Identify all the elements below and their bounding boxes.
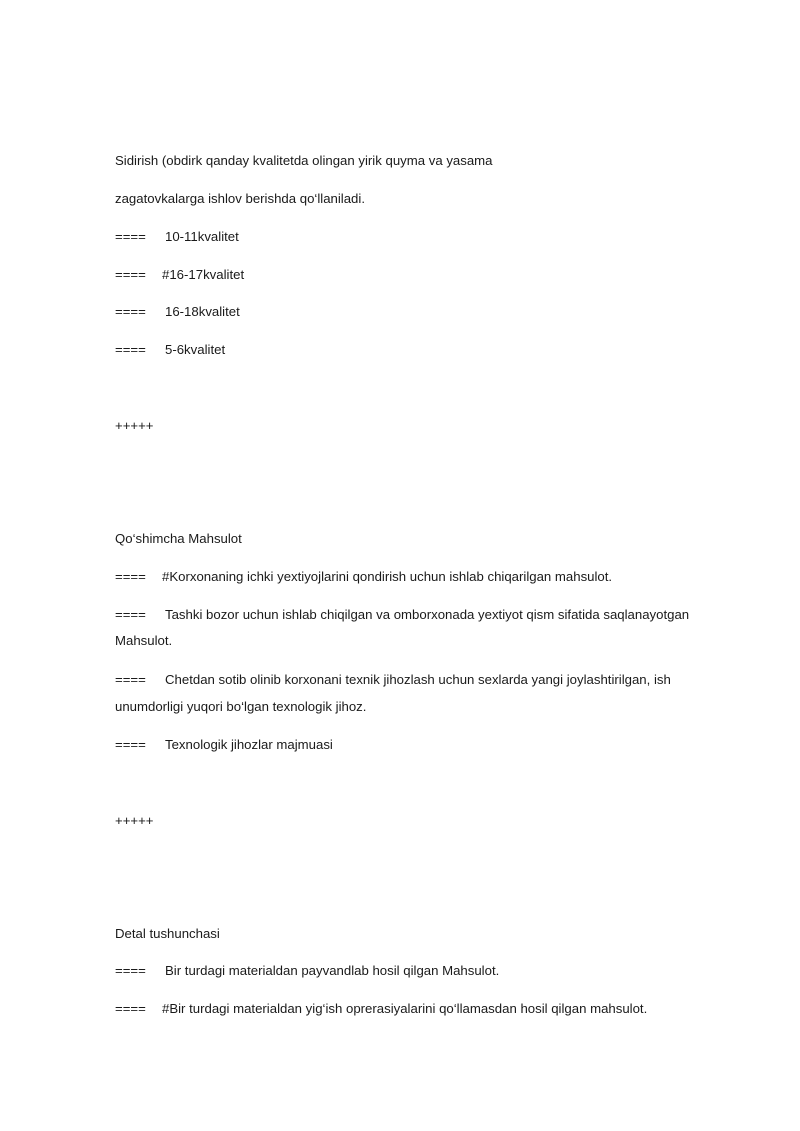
option-marker: ==== <box>115 342 146 357</box>
option-text: 10-11kvalitet <box>165 229 239 244</box>
q1-option-3 <box>115 304 240 319</box>
option-marker: ==== <box>115 672 146 687</box>
q1-question-line2: zagatovkalarga ishlov berishda qo‘llaniladi. <box>115 191 365 206</box>
option-text: #Bir turdagi materialdan yig‘ish oprerasiyalarini qo‘llamasdan hosil qilgan mahsulot. <box>162 1001 648 1016</box>
option-marker: ==== <box>115 607 146 622</box>
q2-question: Qo‘shimcha Mahsulot <box>115 531 242 546</box>
option-marker: ==== <box>115 569 146 584</box>
q2-option-4 <box>115 737 333 752</box>
option-text: Chetdan sotib olinib korxonani texnik jihozlash uchun sexlarda yangi joylashtirilgan, ish <box>165 672 671 687</box>
option-marker: ==== <box>115 229 146 244</box>
q2-option-1 <box>115 569 612 584</box>
option-marker: ==== <box>115 737 146 752</box>
q3-option-2 <box>115 1001 647 1016</box>
option-marker: ==== <box>115 1001 146 1016</box>
option-marker: ==== <box>115 963 146 978</box>
q2-option-2-continuation: Mahsulot. <box>115 633 173 648</box>
option-text: 16-18kvalitet <box>165 304 240 319</box>
q2-option-2 <box>115 607 689 622</box>
q3-option-1 <box>115 963 499 978</box>
option-text: #Korxonaning ichki yextiyojlarini qondirish uchun ishlab chiqarilgan mahsulot. <box>162 569 613 584</box>
q2-option-3-continuation: unumdorligi yuqori bo‘lgan texnologik jihoz. <box>115 699 367 714</box>
option-text: Texnologik jihozlar majmuasi <box>165 737 333 752</box>
option-text: Tashki bozor uchun ishlab chiqilgan va omborxonada yextiyot qism sifatida saqlanayotgan <box>165 607 690 622</box>
q2-option-3 <box>115 672 671 687</box>
q1-option-4 <box>115 342 225 357</box>
q1-option-2 <box>115 267 244 282</box>
option-marker: ==== <box>115 267 146 282</box>
option-text: #16-17kvalitet <box>162 267 245 282</box>
option-marker: ==== <box>115 304 146 319</box>
option-text: Bir turdagi materialdan payvandlab hosil qilgan Mahsulot. <box>165 963 500 978</box>
option-text: 5-6kvalitet <box>165 342 226 357</box>
q1-separator: +++++ <box>115 418 154 433</box>
q1-question-line1: Sidirish (obdirk qanday kvalitetda olingan yirik quyma va yasama <box>115 153 493 168</box>
q2-separator: +++++ <box>115 813 154 828</box>
q3-question: Detal tushunchasi <box>115 926 220 941</box>
q1-option-1 <box>115 229 239 244</box>
